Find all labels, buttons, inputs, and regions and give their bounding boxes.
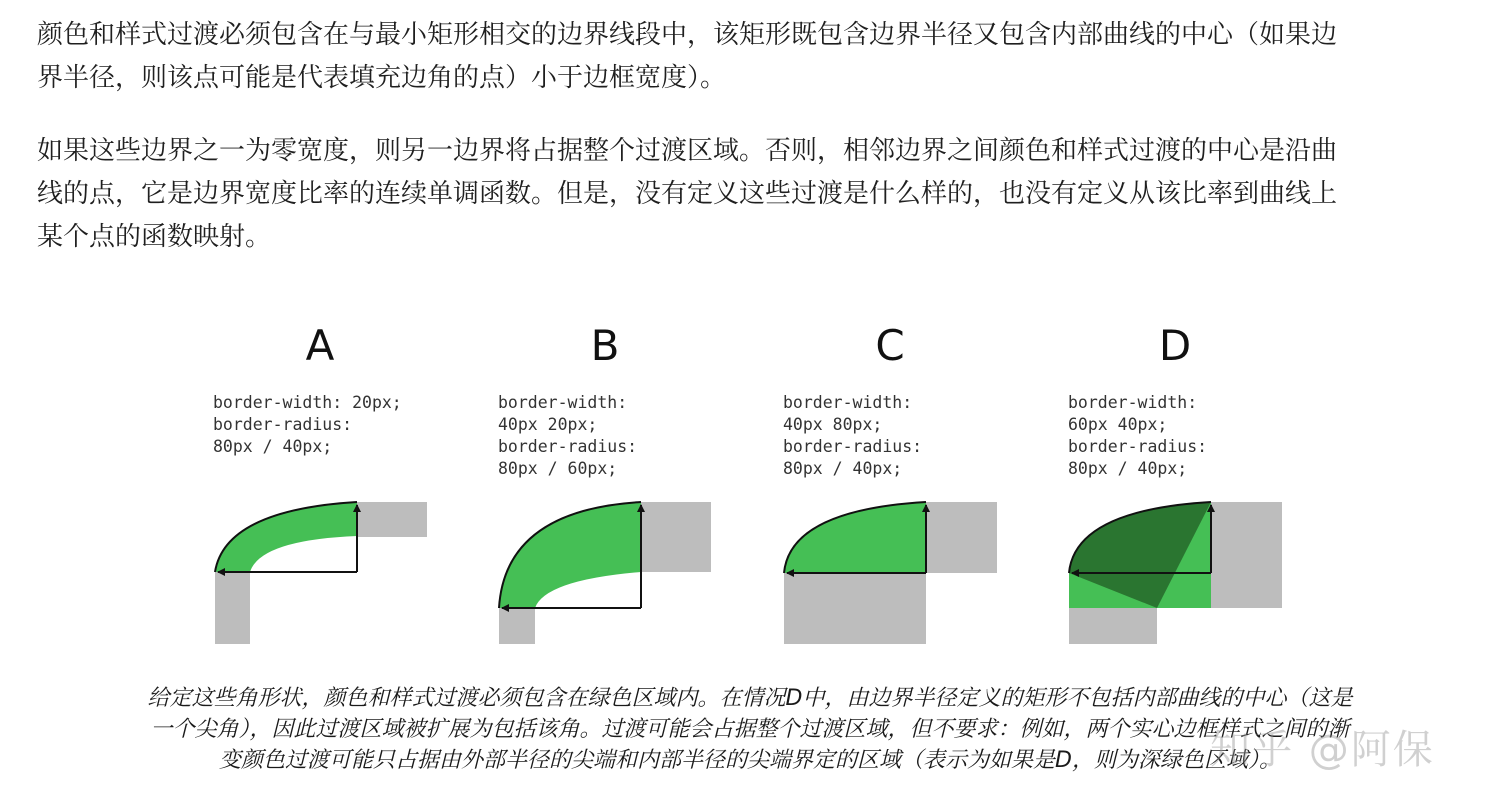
border-left-block [1069, 608, 1157, 644]
panel-d [1068, 321, 1282, 644]
border-top-block [641, 502, 711, 572]
watermark: 知乎 @阿保 [1210, 727, 1435, 773]
paragraph-1 [37, 14, 1467, 100]
panel-a [213, 321, 427, 644]
code-line: border-radius: [1068, 437, 1208, 456]
corner-transition-figure [0, 300, 1500, 660]
border-left-block [784, 573, 926, 644]
border-top-block [926, 502, 997, 573]
code-line: 40px 80px; [783, 415, 883, 434]
code-line: border-width: [498, 393, 628, 412]
caption-line: 一个尖角），因此过渡区域被扩展为包括该角。过渡可能会占据整个过渡区域，但不要求：例如，两个实心边框样式之间的渐 [150, 717, 1350, 742]
panel-b [498, 321, 711, 644]
caption-line: 变颜色过渡可能只占据由外部半径的尖端和内部半径的尖端界定的区域（表示为如果是D，则为深绿色区域）。 [219, 748, 1281, 773]
code-line: border-radius: [213, 415, 353, 434]
code-line: 80px / 40px; [783, 459, 903, 478]
code-line: 80px / 40px; [213, 437, 333, 456]
code-line: border-width: [1068, 393, 1198, 412]
paragraph-2 [37, 130, 1467, 259]
border-top-block [1211, 502, 1282, 608]
code-line: 80px / 40px; [1068, 459, 1188, 478]
border-top-block [357, 502, 427, 537]
transition-region [499, 502, 641, 608]
paragraph-line: 某个点的函数映射。 [37, 222, 272, 252]
panel-c [783, 321, 997, 644]
panel-letter: D [1158, 321, 1192, 370]
paragraph-line: 如果这些边界之一为零宽度，则另一边界将占据整个过渡区域。否则，相邻边界之间颜色和样式过渡的中心是沿曲 [37, 136, 1338, 166]
code-line: border-radius: [498, 437, 638, 456]
paragraph-line: 颜色和样式过渡必须包含在与最小矩形相交的边界线段中，该矩形既包含边界半径又包含内部曲线的中心（如果边 [37, 20, 1338, 50]
code-line: border-radius: [783, 437, 923, 456]
code-line: 60px 40px; [1068, 415, 1168, 434]
code-line: border-width: 20px; [213, 393, 402, 412]
panel-letter: B [590, 321, 620, 370]
paragraph-line: 线的点，它是边界宽度比率的连续单调函数。但是，没有定义这些过渡是什么样的，也没有定义从该比率到曲线上 [37, 179, 1338, 209]
border-left-block [215, 572, 250, 644]
caption-line: 给定这些角形状，颜色和样式过渡必须包含在绿色区域内。在情况D中，由边界半径定义的矩形不包括内部曲线的中心（这是 [147, 686, 1353, 711]
code-line: border-width: [783, 393, 913, 412]
panel-letter: A [305, 321, 335, 370]
code-line: 80px / 60px; [498, 459, 618, 478]
code-line: 40px 20px; [498, 415, 598, 434]
panel-letter: C [875, 321, 905, 370]
paragraph-line: 界半径，则该点可能是代表填充边角的点）小于边框宽度）。 [37, 63, 727, 93]
border-left-block [499, 608, 535, 644]
